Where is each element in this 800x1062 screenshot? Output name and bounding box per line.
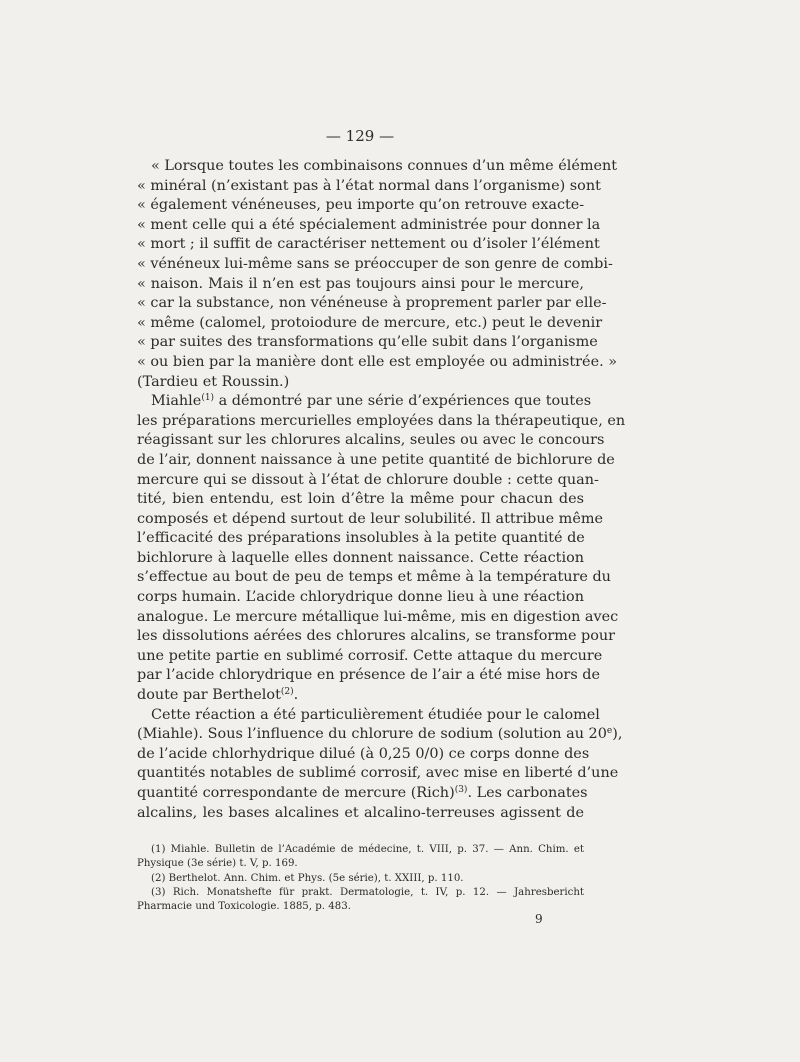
text-line: « même (calomel, protoiodure de mercure, etc.) peut le devenir [137,314,603,331]
text-line: « naison. Mais il n’en est pas toujours ainsi pour le mercure, [137,275,584,292]
text-fragment: doute par Berthelot [137,687,281,704]
page-number: — 129 — [325,127,395,145]
text-line: tité, bien entendu, est loin d’être la même pour chacun des [137,491,584,508]
text-fragment: Miahle [151,393,202,410]
text-line: composés et dépend surtout de leur solubilité. Il attribue même [137,510,604,527]
footnote-line: Physique (3e série) t. V, p. 169. [137,858,298,870]
footnote-line: Pharmacie und Toxicologie. 1885, p. 483. [137,901,351,913]
text-line [137,686,584,706]
text-fragment: ), [612,726,623,743]
text-fragment: a démontré par une série d’expériences que toutes [214,393,592,410]
text-line: analogue. Le mercure métallique lui-même, mis en digestion avec [137,608,619,625]
text-line: (Tardieu et Roussin.) [137,373,290,390]
text-line: « ment celle qui a été spécialement administrée pour donner la [137,216,601,233]
text-line: mercure qui se dissout à l’état de chlorure double : cette quan- [137,471,599,488]
text-line: s’effectue au bout de peu de temps et même à la température du [137,569,611,586]
body-text [137,157,626,823]
text-line: par l’acide chlorydrique en présence de l’air a été mise hors de [137,667,601,684]
text-line [137,784,588,804]
footnote-line: (1) Miahle. Bulletin de l’Académie de médecine, t. VIII, p. 37. — Ann. Chim. et [151,844,584,855]
text-fragment: quantité correspondante de mercure (Rich) [137,785,455,801]
text-line: « vénéneux lui-même sans se préoccuper de son genre de combi- [137,255,613,272]
text-fragment: (Miahle). Sous l’influence du chlorure de sodium (solution au 20 [137,726,607,743]
text-line [137,725,623,745]
text-line: corps humain. L’acide chlorydrique donne lieu à une réaction [137,589,584,606]
text-line: de l’acide chlorhydrique dilué (à 0,25 0/0) ce corps donne des [137,745,590,762]
text-line: « Lorsque toutes les combinaisons connues d’un même élément [151,158,618,174]
footnote-ref: (3) [454,785,468,795]
text-line: réagissant sur les chlorures alcalins, seules ou avec le concours [137,432,605,449]
text-line: alcalins, les bases alcalines et alcalino-terreuses agissent de [137,804,584,821]
text-fragment: . [293,687,299,704]
text-line: « minéral (n’existant pas à l’état normal dans l’organisme) sont [137,177,601,194]
text-fragment: . Les carbonates [467,785,588,801]
footnote-ref: (1) [201,393,215,404]
text-line: quantités notables de sublimé corrosif, avec mise en liberté d’une [137,765,619,782]
text-line: « par suites des transformations qu’elle subit dans l’organisme [137,334,598,351]
text-line: « mort ; il suffit de caractériser nettement ou d’isoler l’élément [137,236,600,253]
text-line: l’efficacité des préparations insolubles à la petite quantité de [137,530,585,547]
text-line: de l’air, donnent naissance à une petite quantité de bichlorure de [137,451,615,468]
footnote-line: (2) Berthelot. Ann. Chim. et Phys. (5e série), t. XXIII, p. 110. [151,872,464,884]
signature-mark: 9 [535,912,543,926]
footnotes [137,843,584,914]
text-line: les préparations mercurielles employées dans la thérapeutique, en [137,412,626,429]
text-line: Cette réaction a été particulièrement étudiée pour le calomel [151,706,600,723]
text-line: bichlorure à laquelle elles donnent naissance. Cette réaction [137,549,584,566]
text-line: « également vénéneuses, peu importe qu’on retrouve exacte- [137,197,585,214]
text-line: « ou bien par la manière dont elle est employée ou administrée. » [137,353,618,370]
text-line: les dissolutions aérées des chlorures alcalins, se transforme pour [137,628,616,645]
superscript: e [606,726,613,737]
text-line [137,392,592,412]
text-line: « car la substance, non vénéneuse à proprement parler par elle- [137,295,607,312]
footnote-ref: (2) [280,687,294,698]
footnote-line: (3) Rich. Monatshefte für prakt. Dermatologie, t. IV, p. 12. — Jahresbericht [151,886,584,898]
text-line: une petite partie en sublimé corrosif. Cette attaque du mercure [137,647,603,664]
